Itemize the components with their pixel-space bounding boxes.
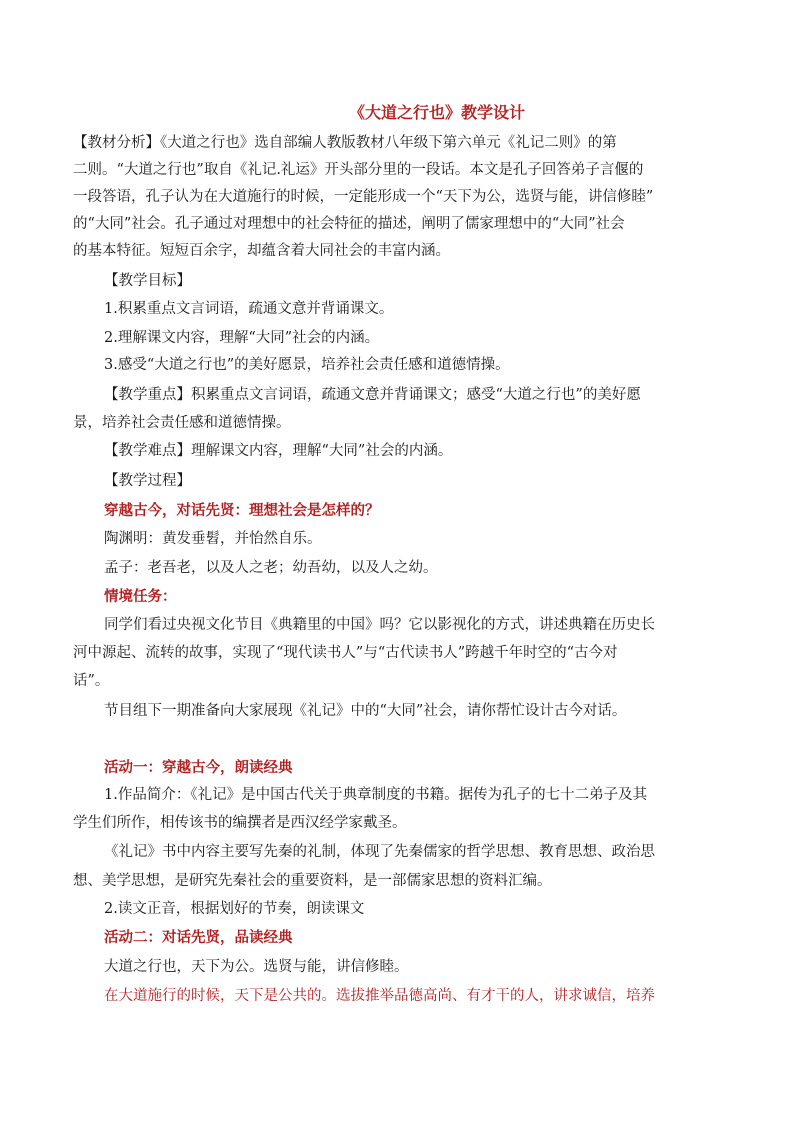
text-line: 学生们所作，相传该书的编撰者是西汉经学家戴圣。 [73,815,407,831]
section-heading: 【教学过程】 [104,473,191,489]
section-heading: 【教学目标】 [104,273,191,289]
text-line: 1.作品简介：《礼记》是中国古代关于典章制度的书籍。据传为孔子的七十二弟子及其 [104,787,648,803]
text-line: 话”。 [73,673,110,689]
text-line: 【教材分析】《大道之行也》选自部编人教版教材八年级下第六单元《礼记二则》的第 [73,135,617,151]
text-line: 河中源起、流转的故事，实现了“现代读书人”与“古代读书人”跨越千年时空的“古今对 [73,645,618,661]
quote-line: 陶渊明：黄发垂髫，并怡然自乐。 [104,531,322,547]
text-line: 同学们看过央视文化节目《典籍里的中国》吗？它以影视化的方式，讲述典籍在历史长 [104,617,655,633]
text-line: 想、美学思想，是研究先秦社会的重要资料，是一部儒家思想的资料汇编。 [73,873,552,889]
subheading: 情境任务： [104,589,177,605]
text-line: 【教学难点】理解课文内容，理解“大同”社会的内涵。 [104,443,453,459]
document-title: 《大道之行也》教学设计 [348,103,525,122]
quote-line: 孟子：老吾老，以及人之老；幼吾幼，以及人之幼。 [104,560,438,576]
activity-heading: 活动一：穿越古今，朗读经典 [104,760,293,776]
activity-heading: 活动二：对话先贤，品读经典 [104,930,293,946]
text-line: 大道之行也，天下为公。选贤与能，讲信修睦。 [104,959,409,975]
text-line: 的“大同”社会。孔子通过对理想中的社会特征的描述，阐明了儒家理想中的“大同”社会 [73,216,625,232]
text-line: 2.读文正音，根据划好的节奏，朗读课文 [104,901,365,917]
text-line: 的基本特征。短短百余字，却蕴含着大同社会的丰富内涵。 [73,243,450,259]
goal-item: 1.积累重点文言词语，疏通文意并背诵课文。 [104,301,394,317]
subheading: 穿越古今，对话先贤：理想社会是怎样的？ [104,503,380,519]
text-line: 景，培养社会责任感和道德情操。 [73,415,291,431]
goal-item: 2.理解课文内容，理解“大同”社会的内涵。 [104,330,380,346]
text-line: 节目组下一期准备向大家展现《礼记》中的“大同”社会，请你帮忙设计古今对话。 [104,703,627,719]
text-line: 二则。“大道之行也”取自《礼记.礼运》开头部分里的一段话。本文是孔子回答弟子言偃的 [73,162,644,178]
text-line: 【教学重点】积累重点文言词语，疏通文意并背诵课文；感受“大道之行也”的美好愿 [104,387,641,403]
text-line: 《礼记》书中内容主要写先秦的礼制，体现了先秦儒家的哲学思想、教育思想、政治思 [104,844,655,860]
goal-item: 3.感受“大道之行也”的美好愿景，培养社会责任感和道德情操。 [104,357,510,373]
text-line: 一段答语，孔子认为在大道施行的时候，一定能形成一个“天下为公，选贤与能，讲信修睦” [73,189,654,205]
translation-line: 在大道施行的时候，天下是公共的。选拔推举品德高尚、有才干的人，讲求诚信，培养 [104,988,655,1004]
